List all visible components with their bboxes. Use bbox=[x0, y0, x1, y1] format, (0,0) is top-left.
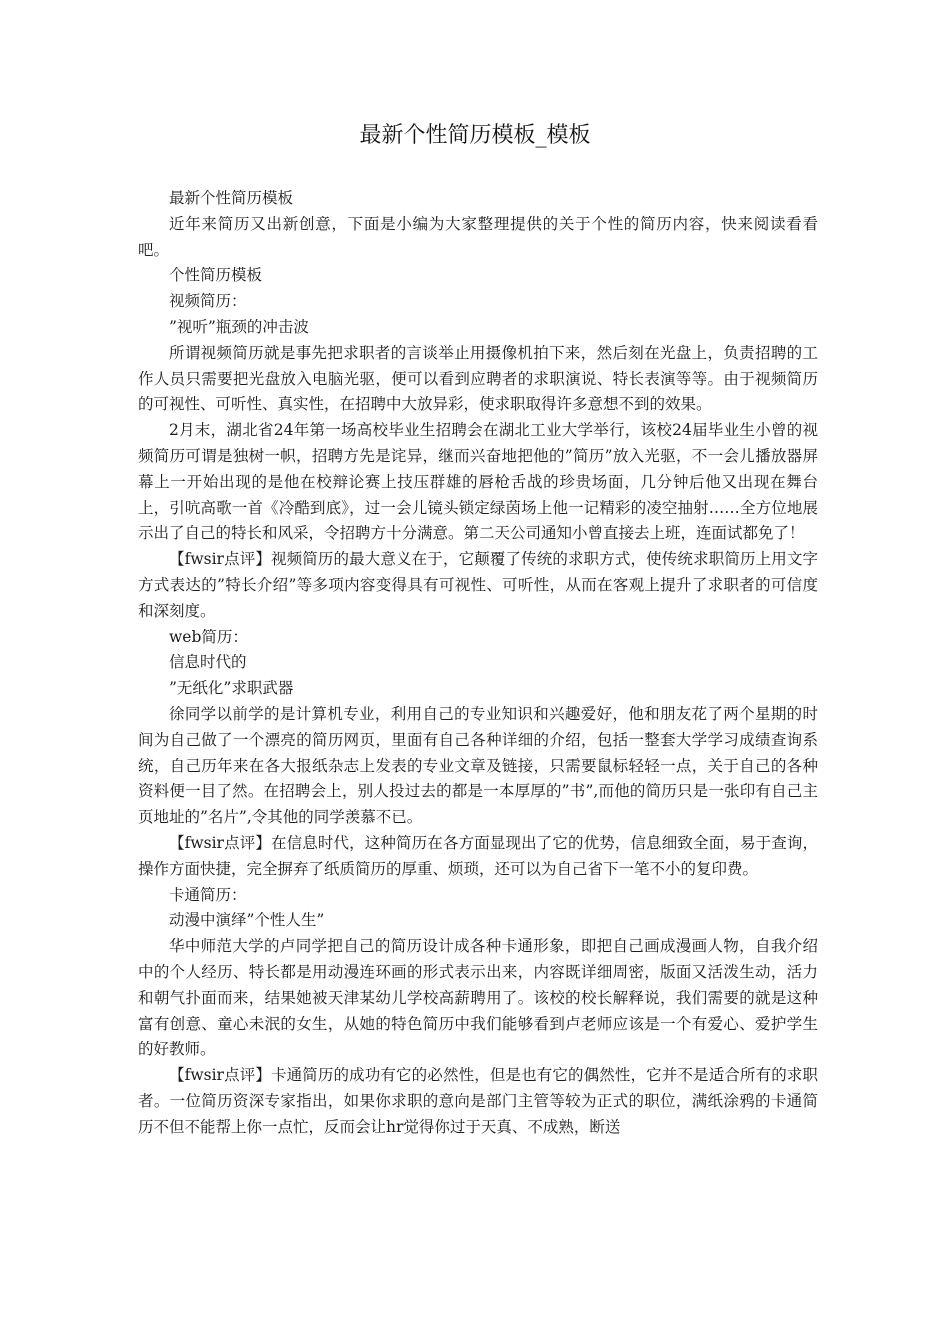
paragraph-heading: 个性简历模板 bbox=[169, 266, 263, 285]
paragraph-heading: 动漫中演绎”个性人生” bbox=[169, 911, 325, 930]
paragraph: 徐同学以前学的是计算机专业，利用自己的专业知识和兴趣爱好，他和朋友花了两个星期的时间为自己做了一个漂亮的简历网页，里面有自己各种详细的介绍，包括一整套大学学习成绩查询系统，自己历年来在各大报纸杂志上发表的专业文章及链接，只需要鼠标轻轻一点，关于自己的各种资料便一目了然。在招聘会上，别人投过去的都是一本厚厚的”书”,而他的简历只是一张印有自己主页地址的”名片”,令其他的同学羡慕不已。 bbox=[138, 704, 818, 827]
paragraph-heading: 最新个性简历模板 bbox=[169, 189, 294, 207]
paragraph-heading: ”无纸化”求职武器 bbox=[169, 679, 294, 698]
paragraph-comment: 【fwsir点评】在信息时代，这种简历在各方面显现出了它的优势，信息细致全面，易于查询，操作方面快捷，完全摒弃了纸质简历的厚重、烦琐，还可以为自己省下一笔不小的复印费。 bbox=[138, 833, 818, 878]
paragraph: 华中师范大学的卢同学把自己的简历设计成各种卡通形象，即把自己画成漫画人物，自我介绍中的个人经历、特长都是用动漫连环画的形式表示出来，内容既详细周密，版面又活泼生动，活力和朝气扑面而来，结果她被天津某幼儿学校高薪聘用了。该校的校长解释说，我们需要的就是这种富有创意、童心未泯的女生，从她的特色简历中我们能够看到卢老师应该是一个有爱心、爱护学生的好教师。 bbox=[138, 937, 818, 1059]
paragraph: 近年来简历又出新创意，下面是小编为大家整理提供的关于个性的简历内容，快来阅读看看吧。 bbox=[138, 214, 818, 259]
paragraph-heading: web简历： bbox=[169, 627, 248, 646]
paragraph: 2月末，湖北省24年第一场高校毕业生招聘会在湖北工业大学举行，该校24届毕业生小曾的视频简历可谓是独树一帜，招聘方先是诧异，继而兴奋地把他的”简历”放入光驱，不一会儿播放器屏幕上一开始出现的是他在校辩论赛上技压群雄的唇枪舌战的珍贵场面，几分钟后他又出现在舞台上，引吭高歌一首《冷酷到底》，过一会儿镜头锁定绿茵场上他一记精彩的凌空抽射……全方位地展示出了自己的特长和风采，令招聘方十分满意。第二天公司通知小曾直接去上班，连面试都免了！ bbox=[138, 421, 818, 543]
paragraph-comment: 【fwsir点评】卡通简历的成功有它的必然性，但是也有它的偶然性，它并不是适合所有的求职者。一位简历资深专家指出，如果你求职的意向是部门主管等较为正式的职位，满纸涂鸦的卡通简历不但不能帮上你一点忙，反而会让hr觉得你过于天真、不成熟，断送 bbox=[138, 1066, 818, 1136]
document-title: 最新个性简历模板_模板 bbox=[359, 123, 591, 148]
paragraph-heading: 卡通简历： bbox=[169, 885, 247, 904]
paragraph-comment: 【fwsir点评】视频简历的最大意义在于，它颠覆了传统的求职方式，使传统求职简历上用文字方式表达的”特长介绍”等多项内容变得具有可视性、可听性，从而在客观上提升了求职者的可信度和深刻度。 bbox=[138, 550, 818, 620]
document-body bbox=[138, 186, 818, 1140]
paragraph: 所谓视频简历就是事先把求职者的言谈举止用摄像机拍下来，然后刻在光盘上，负责招聘的工作人员只需要把光盘放入电脑光驱，便可以看到应聘者的求职演说、特长表演等等。由于视频简历的可视性、可听性、真实性，在招聘中大放异彩，使求职取得许多意想不到的效果。 bbox=[138, 343, 818, 414]
paragraph-heading: ”视听”瓶颈的冲击波 bbox=[169, 317, 309, 336]
paragraph-heading: 视频简历： bbox=[169, 292, 247, 311]
paragraph-heading: 信息时代的 bbox=[169, 653, 247, 672]
